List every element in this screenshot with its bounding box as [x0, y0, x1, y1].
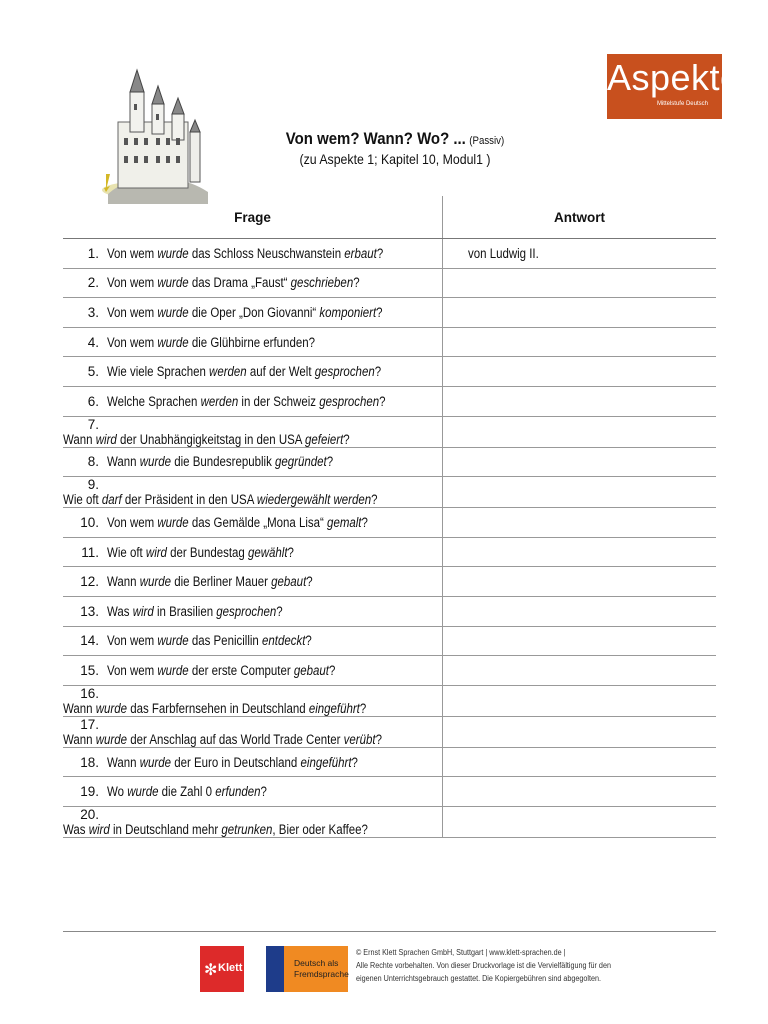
passive-verb: wurde — [157, 304, 189, 320]
passive-verb: gesprochen — [314, 364, 375, 380]
question-cell — [63, 626, 443, 656]
passive-verb: wurde — [157, 514, 189, 530]
question-text — [107, 364, 381, 379]
question-cell — [63, 447, 443, 477]
question-cell — [63, 268, 443, 298]
question-text-segment: Von wem — [107, 245, 158, 261]
question-text-segment: Wann — [63, 431, 96, 447]
question-text-segment: ? — [353, 275, 360, 291]
question-text-segment: der Präsident in den USA — [121, 492, 257, 508]
passive-verb: wird — [88, 821, 110, 837]
answer-cell[interactable] — [443, 656, 717, 686]
table-row — [63, 477, 716, 508]
logo-subtext: Mittelstufe Deutsch — [656, 101, 708, 107]
passive-verb: wurde — [139, 754, 172, 770]
answer-cell[interactable] — [443, 747, 717, 777]
question-number: 20. — [80, 806, 99, 822]
klett-figure-icon: ✻ — [204, 962, 218, 979]
question-text-segment: Was — [107, 603, 133, 619]
question-text-segment: die Oper „Don Giovanni“ — [188, 304, 320, 320]
answer-cell[interactable] — [443, 447, 717, 477]
question-text — [107, 246, 383, 261]
passive-verb: wird — [95, 431, 117, 447]
question-text-segment: Wann — [63, 731, 96, 747]
answer-cell[interactable] — [443, 386, 717, 416]
question-text-segment: ? — [374, 364, 382, 380]
passive-verb: erfunden — [215, 784, 261, 800]
question-text-segment: das Schloss Neuschwanstein — [188, 245, 345, 261]
table-row — [63, 416, 716, 447]
exercise-table — [63, 196, 716, 838]
aspekte-logo — [607, 54, 741, 119]
question-text-segment: Wann — [107, 574, 140, 590]
klett-logo — [200, 946, 244, 992]
page-title: Von wem? Wann? Wo? ... — [285, 129, 466, 148]
passive-verb: darf — [101, 492, 122, 508]
question-text-segment: in der Schweiz — [238, 393, 320, 409]
castle-image — [100, 62, 212, 204]
question-number: 3. — [87, 304, 99, 320]
table-row — [63, 777, 716, 807]
table-row — [63, 298, 716, 328]
passive-verb: gebaut — [293, 662, 329, 678]
question-number: 10. — [80, 514, 99, 530]
question-text-segment: ? — [326, 454, 334, 470]
footer-divider — [63, 931, 716, 932]
question-number: 1. — [87, 245, 99, 261]
question-text-segment: die Zahl 0 — [158, 784, 216, 800]
answer-cell[interactable] — [443, 416, 717, 447]
question-text — [107, 784, 267, 799]
question-number: 8. — [87, 454, 99, 470]
passive-verb: wird — [145, 544, 167, 560]
passive-verb: entdeckt — [262, 633, 306, 649]
answer-cell[interactable] — [443, 777, 717, 807]
question-text — [107, 335, 315, 350]
answer-cell[interactable] — [443, 596, 717, 626]
answer-cell[interactable] — [443, 685, 717, 716]
question-text-segment: Von wem — [107, 633, 158, 649]
question-cell — [63, 477, 443, 508]
passive-verb: erbaut — [344, 245, 377, 261]
question-text-segment: in Deutschland mehr — [109, 821, 222, 837]
question-text-segment: das Drama „Faust“ — [188, 275, 291, 291]
question-cell — [63, 327, 443, 357]
copyright-line: Alle Rechte vorbehalten. Von dieser Druckvorlage ist die Vervielfältigung für den — [356, 961, 611, 970]
question-number: 11. — [81, 544, 99, 560]
question-cell — [63, 386, 443, 416]
question-number: 17. — [80, 716, 99, 732]
question-text-segment: ? — [328, 662, 336, 678]
question-number: 13. — [80, 603, 99, 619]
answer-text: von Ludwig II. — [468, 245, 539, 261]
answer-cell[interactable] — [443, 357, 717, 387]
question-text-segment: , Bier oder Kaffee? — [272, 821, 368, 837]
table-row — [63, 716, 716, 747]
question-text-segment: ? — [371, 492, 378, 508]
question-text-segment: Wie viele Sprachen — [107, 364, 210, 380]
question-text-segment: Wo — [107, 784, 128, 800]
table-row — [63, 447, 716, 477]
question-cell — [63, 239, 443, 269]
passive-verb: komponiert — [319, 304, 377, 320]
passive-verb: gebaut — [271, 574, 307, 590]
question-text-segment: Von wem — [107, 275, 158, 291]
question-text-segment: Wann — [107, 454, 140, 470]
question-text-segment: der Unabhängigkeitstag in den USA — [116, 431, 305, 447]
passive-verb: wurde — [139, 574, 172, 590]
question-cell — [63, 416, 443, 447]
question-text-segment: ? — [276, 603, 283, 619]
answer-cell[interactable] — [443, 239, 717, 269]
question-text-segment: das Penicillin — [188, 633, 263, 649]
question-text-segment: Welche Sprachen — [107, 393, 201, 409]
question-text — [107, 275, 360, 290]
table-row — [63, 386, 716, 416]
question-text — [107, 545, 294, 560]
question-text — [63, 432, 350, 447]
question-text-segment: in Brasilien — [153, 603, 217, 619]
question-text-segment: Von wem — [107, 662, 158, 678]
answer-cell[interactable] — [443, 268, 717, 298]
passive-verb: wurde — [157, 334, 189, 350]
question-number: 7. — [87, 416, 99, 432]
question-text — [107, 394, 386, 409]
question-text-segment: Von wem — [107, 334, 158, 350]
question-cell — [63, 567, 443, 597]
question-text-segment: ? — [361, 514, 368, 530]
question-text — [107, 515, 368, 530]
question-text-segment: auf der Welt — [246, 364, 315, 380]
question-text-segment: ? — [379, 393, 386, 409]
passive-verb: gegründet — [275, 454, 327, 470]
copyright-line: © Ernst Klett Sprachen GmbH, Stuttgart | www.klett-sprachen.de | — [356, 948, 566, 957]
table-row — [63, 239, 716, 269]
table-row — [63, 596, 716, 626]
daf-logo — [266, 946, 348, 992]
column-header-frage: Frage — [63, 196, 443, 239]
question-text — [63, 701, 366, 716]
answer-cell[interactable] — [443, 806, 717, 837]
question-text — [63, 822, 368, 837]
table-row — [63, 626, 716, 656]
question-text-segment: die Bundesrepublik — [171, 454, 276, 470]
passive-verb: wurde — [157, 662, 189, 678]
passive-verb: werden — [209, 364, 247, 380]
question-cell — [63, 656, 443, 686]
passive-verb: wurde — [139, 454, 172, 470]
daf-logo-bar — [266, 946, 284, 992]
question-cell — [63, 806, 443, 837]
question-text-segment: Von wem — [107, 514, 158, 530]
daf-logo-text: Deutsch als Fremdsprache — [294, 958, 349, 979]
table-row — [63, 806, 716, 837]
table-row — [63, 508, 716, 538]
passive-verb: geschrieben — [290, 275, 354, 291]
question-cell — [63, 685, 443, 716]
table-row — [63, 567, 716, 597]
passive-verb: wurde — [157, 275, 189, 291]
passive-verb: gesprochen — [216, 603, 277, 619]
question-text-segment: Wie oft — [107, 544, 146, 560]
question-text — [63, 492, 377, 507]
question-text-segment: ? — [376, 245, 384, 261]
question-number: 4. — [87, 334, 99, 350]
passive-verb: wurde — [157, 633, 189, 649]
passive-verb: verübt — [343, 731, 376, 747]
question-text — [107, 574, 313, 589]
answer-cell[interactable] — [443, 567, 717, 597]
question-text-segment: Von wem — [107, 304, 158, 320]
page-subtitle: (zu Aspekte 1; Kapitel 10, Modul1 ) — [299, 151, 491, 167]
passive-verb: werden — [200, 393, 239, 409]
question-number: 12. — [80, 574, 99, 590]
question-number: 6. — [87, 393, 99, 409]
passive-verb: eingeführt — [308, 700, 360, 716]
question-cell — [63, 537, 443, 567]
question-text-segment: der Anschlag auf das World Trade Center — [127, 731, 344, 747]
question-text-segment: Was — [63, 821, 89, 837]
question-text-segment: ? — [375, 731, 382, 747]
answer-cell[interactable] — [443, 298, 717, 328]
title-tag: (Passiv) — [469, 135, 505, 147]
passive-verb: wurde — [127, 784, 159, 800]
table-row — [63, 747, 716, 777]
table-row — [63, 685, 716, 716]
question-text — [107, 604, 283, 619]
logo-text: Aspekte — [607, 57, 741, 98]
passive-verb: wurde — [95, 700, 128, 716]
question-cell — [63, 298, 443, 328]
answer-cell[interactable] — [443, 327, 717, 357]
question-text-segment: das Farbfernsehen in Deutschland — [127, 700, 309, 716]
question-text-segment: Wie oft — [63, 492, 102, 508]
answer-cell[interactable] — [443, 626, 717, 656]
klett-logo-text: Klett — [218, 962, 243, 974]
passive-verb: gewählt — [247, 544, 288, 560]
answer-cell[interactable] — [443, 508, 717, 538]
question-text-segment: ? — [287, 544, 294, 560]
passive-verb: wiedergewählt werden — [256, 492, 372, 508]
question-text-segment: ? — [359, 700, 367, 716]
passive-verb: wurde — [157, 245, 189, 261]
question-number: 18. — [80, 754, 99, 770]
question-cell — [63, 716, 443, 747]
table-row — [63, 268, 716, 298]
question-number: 19. — [80, 784, 99, 800]
column-header-antwort: Antwort — [443, 196, 717, 239]
question-text — [107, 633, 312, 648]
passive-verb: gemalt — [327, 514, 362, 530]
question-cell — [63, 596, 443, 626]
question-text — [63, 732, 382, 747]
passive-verb: wurde — [95, 731, 128, 747]
question-text — [107, 663, 335, 678]
question-text-segment: ? — [351, 754, 358, 770]
question-text-segment: der Bundestag — [166, 544, 248, 560]
question-number: 15. — [80, 662, 99, 678]
passive-verb: gesprochen — [319, 393, 380, 409]
table-row — [63, 357, 716, 387]
question-text-segment: ? — [305, 633, 312, 649]
table-row — [63, 327, 716, 357]
question-text-segment: ? — [306, 574, 313, 590]
question-text-segment: Wann — [107, 754, 140, 770]
question-number: 2. — [87, 275, 99, 291]
answer-cell[interactable] — [443, 537, 717, 567]
question-text — [107, 305, 383, 320]
question-text-segment: die Glühbirne erfunden? — [188, 334, 315, 350]
passive-verb: getrunken — [221, 821, 273, 837]
question-number: 9. — [87, 477, 99, 493]
question-text-segment: Wann — [63, 700, 96, 716]
table-row — [63, 656, 716, 686]
copyright-notice — [356, 946, 611, 985]
question-cell — [63, 357, 443, 387]
copyright-line: eigenen Unterrichtsgebrauch gestattet. Die Kopiergebühren sind abgegolten. — [356, 974, 601, 983]
page-heading — [276, 130, 514, 168]
question-text-segment: die Berliner Mauer — [171, 574, 272, 590]
answer-cell[interactable] — [443, 477, 717, 508]
answer-cell[interactable] — [443, 716, 717, 747]
passive-verb: gefeiert — [304, 431, 344, 447]
question-number: 5. — [87, 364, 99, 380]
question-cell — [63, 747, 443, 777]
question-number: 14. — [80, 633, 99, 649]
question-text — [107, 454, 333, 469]
question-text-segment: der erste Computer — [188, 662, 294, 678]
table-row — [63, 537, 716, 567]
question-cell — [63, 777, 443, 807]
question-text-segment: ? — [260, 784, 267, 800]
passive-verb: eingeführt — [300, 754, 352, 770]
question-text-segment: das Gemälde „Mona Lisa“ — [188, 514, 328, 530]
question-number: 16. — [80, 685, 99, 701]
question-cell — [63, 508, 443, 538]
question-text-segment: ? — [343, 431, 350, 447]
question-text-segment: ? — [376, 304, 383, 320]
question-text-segment: der Euro in Deutschland — [171, 754, 301, 770]
passive-verb: wird — [132, 603, 154, 619]
question-text — [107, 755, 358, 770]
